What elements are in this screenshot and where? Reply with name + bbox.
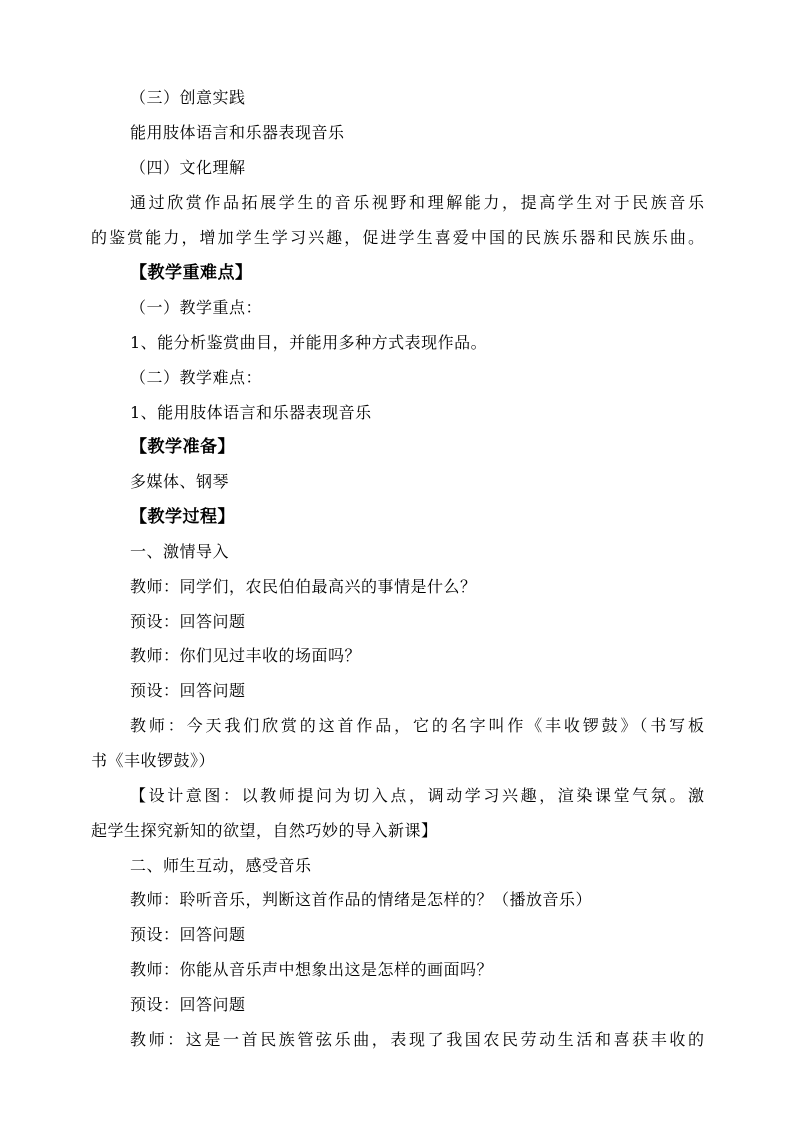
section-heading-creative-practice: （三）创意实践 <box>130 88 246 107</box>
section-heading-preparation: 【教学准备】 <box>130 437 235 457</box>
paragraph-line: 能用肢体语言和乐器表现音乐 <box>130 123 345 142</box>
list-item: 1、能用肢体语言和乐器表现音乐 <box>130 403 372 422</box>
dialogue-line: 教师：你能从音乐声中想象出这是怎样的画面吗？ <box>130 960 494 979</box>
paragraph-line: 的鉴赏能力，增加学生学习兴趣，促进学生喜爱中国的民族乐器和民族乐曲。 <box>91 228 704 247</box>
dialogue-line: 预设：回答问题 <box>130 995 246 1014</box>
section-heading-teaching-process: 【教学过程】 <box>130 507 235 527</box>
dialogue-line: 教师：这是一首民族管弦乐曲，表现了我国农民劳动生活和喜获丰收的 <box>130 1030 704 1049</box>
dialogue-line: 书《丰收锣鼓》） <box>91 751 216 770</box>
dialogue-line: 预设：回答问题 <box>130 681 246 700</box>
subheading-introduction: 一、激情导入 <box>130 542 230 561</box>
dialogue-line: 教师：今天我们欣赏的这首作品，它的名字叫作《丰收锣鼓》（书写板 <box>130 716 704 735</box>
dialogue-line: 预设：回答问题 <box>130 612 246 631</box>
dialogue-line: 教师：你们见过丰收的场面吗？ <box>130 646 362 665</box>
paragraph-line: 多媒体、钢琴 <box>130 472 230 491</box>
subheading-interaction: 二、师生互动，感受音乐 <box>130 856 312 875</box>
design-intent-note: 起学生探究新知的欲望，自然巧妙的导入新课】 <box>91 821 438 840</box>
subheading-key-point: （一）教学重点： <box>130 298 263 317</box>
design-intent-note: 【设计意图：以教师提问为切入点，调动学习兴趣，渲染课堂气氛。激 <box>130 786 704 805</box>
section-heading-cultural-understanding: （四）文化理解 <box>130 158 246 177</box>
dialogue-line: 预设：回答问题 <box>130 925 246 944</box>
subheading-difficult-point: （二）教学难点： <box>130 368 263 387</box>
dialogue-line: 教师：同学们，农民伯伯最高兴的事情是什么？ <box>130 577 477 596</box>
dialogue-line: 教师：聆听音乐，判断这首作品的情绪是怎样的？（播放音乐） <box>130 890 593 909</box>
section-heading-key-points: 【教学重难点】 <box>130 263 253 283</box>
list-item: 1、能分析鉴赏曲目，并能用多种方式表现作品。 <box>130 333 488 352</box>
paragraph-line: 通过欣赏作品拓展学生的音乐视野和理解能力，提高学生对于民族音乐 <box>130 193 704 212</box>
